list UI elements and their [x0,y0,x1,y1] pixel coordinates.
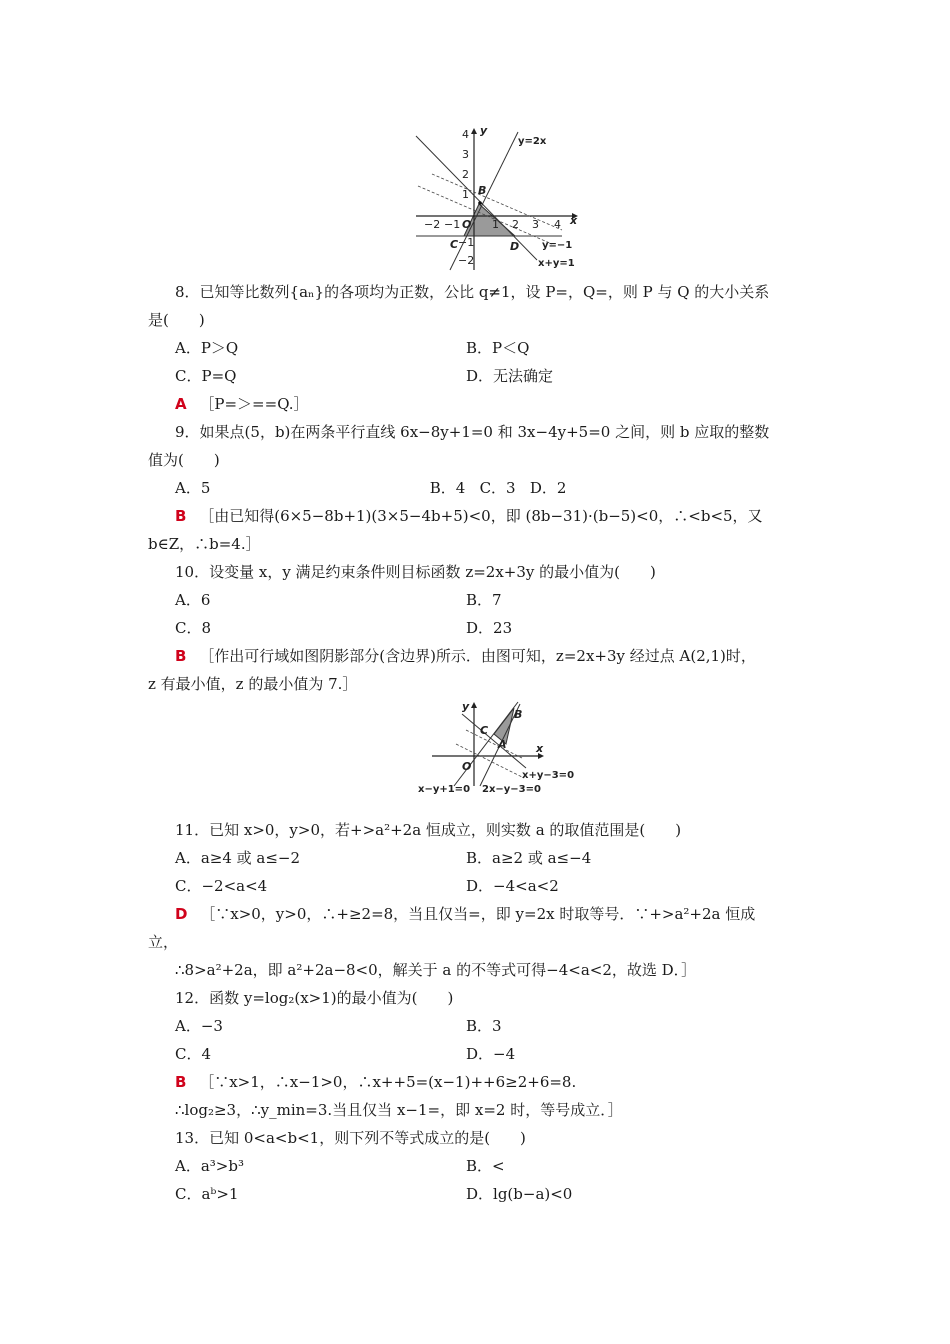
q12-option-b: B．3 [466,1017,502,1035]
q11-explanation-line1: ［∵x>0，y>0，∴+≥2=8，当且仅当=，即 y=2x 时取等号．∵+>a²+2a 恒成 [200,905,756,923]
tick-x-neg2: −2 [424,218,441,231]
q8-answer: A [175,395,187,413]
q13-option-d: D．lg(b−a)<0 [466,1185,573,1203]
label-2x-minus-y-minus-3: 2x−y−3=0 [482,784,541,795]
figure-1-feasible-region [412,124,590,272]
point-a-label: A [498,738,507,751]
q12-stem: 12．函数 y=log₂(x>1)的最小值为( ) [175,989,454,1007]
tick-y-3: 3 [462,148,469,161]
q8-stem-line2: 是( ) [148,311,205,329]
q11-explanation-line2: 立， [148,933,179,951]
tick-y-neg2: −2 [458,254,475,267]
q12-explanation-line1: ［∵x>1，∴x−1>0，∴x++5=(x−1)++6≥2+6=8. [199,1073,577,1091]
y-axis-arrow [471,702,477,708]
shaded-region [464,204,515,236]
q9-explanation-line2: b∈Z，∴b=4.］ [148,535,261,553]
q11-stem: 11．已知 x>0，y>0，若+>a²+2a 恒成立，则实数 a 的取值范围是( ) [175,821,682,839]
point-b-label: B [478,184,487,197]
q9-answer: B [175,507,187,525]
q13-option-c: C．aᵇ>1 [175,1185,239,1203]
q8-explanation: ［P=＞==Q.］ [199,395,309,413]
label-y-minus-1: y=−1 [542,240,573,251]
label-x-plus-y-1: x+y=1 [538,258,575,269]
q8-option-a: A．P＞Q [175,339,239,357]
q10-option-c: C．8 [175,619,212,637]
q9-options: A．5 B．4 C．3 D．2 [175,479,567,497]
line-y-2x [450,132,518,270]
q11-explanation-line3: ∴8>a²+2a，即 a²+2a−8<0，解关于 a 的不等式可得−4<a<2，故选 D．］ [175,961,697,979]
q13-stem: 13．已知 0<a<b<1，则下列不等式成立的是( ) [175,1129,526,1147]
q10-answer-line [175,646,756,666]
x-axis-label: x [570,214,578,227]
tick-x-2: 2 [512,218,519,231]
q12-answer: B [175,1073,187,1091]
q11-option-d: D．−4<a<2 [466,877,559,895]
q12-answer-line [175,1072,576,1092]
tick-y-neg1: −1 [458,236,475,249]
tick-y-4: 4 [462,128,469,141]
y-axis-label: y [480,124,488,137]
q9-stem-line1: 9．如果点(5，b)在两条平行直线 6x−8y+1=0 和 3x−4y+5=0 之间，则 b 应取的整数 [175,423,770,441]
point-b-dot [478,201,482,205]
q12-option-a: A．−3 [175,1017,223,1035]
tick-x-4: 4 [554,218,561,231]
tick-x-3: 3 [532,218,539,231]
origin-label: O [462,218,472,231]
q10-option-b: B．7 [466,591,502,609]
tick-y-1: 1 [462,188,469,201]
q12-option-d: D．−4 [466,1045,516,1063]
tick-x-neg1: −1 [444,218,461,231]
q8-answer-line [175,394,309,414]
line-x-plus-y-minus-3 [462,714,526,768]
label-x-minus-y-plus-1: x−y+1=0 [418,784,471,795]
q11-answer-line [175,904,755,924]
point-c-label: C [480,724,489,737]
q10-option-d: D．23 [466,619,513,637]
q13-option-b: B．< [466,1157,505,1175]
q13-option-a: A．a³>b³ [175,1157,244,1175]
q11-option-c: C．−2<a<4 [175,877,268,895]
q10-explanation-line1: ［作出可行域如图阴影部分(含边界)所示．由图可知，z=2x+3y 经过点 A(2,1)时， [199,647,756,665]
q11-option-a: A．a≥4 或 a≤−2 [175,849,301,867]
q8-option-b: B．P＜Q [466,339,530,357]
q11-option-b: B．a≥2 或 a≤−4 [466,849,592,867]
q9-answer-line [175,506,763,526]
q10-stem: 10．设变量 x，y 满足约束条件则目标函数 z=2x+3y 的最小值为( ) [175,563,656,581]
point-b-label: B [514,708,523,721]
q8-option-d: D．无法确定 [466,367,554,385]
point-d-label: D [510,240,520,253]
q10-answer: B [175,647,187,665]
q8-stem-line1: 8．已知等比数列{aₙ}的各项均为正数，公比 q≠1，设 P=，Q=，则 P 与 Q 的大小关系 [175,283,770,301]
origin-label: O [462,760,472,773]
y-axis-label: y [462,700,470,713]
y-axis-arrow [471,128,477,134]
q10-option-a: A．6 [175,591,211,609]
q12-explanation-line2: ∴log₂≥3，∴y_min=3.当且仅当 x−1=，即 x=2 时，等号成立．］ [175,1101,623,1119]
q9-explanation-line1: ［由已知得(6×5−8b+1)(3×5−4b+5)<0，即 (8b−31)·(b−5)<0，∴<b<5，又 [199,507,763,525]
tick-y-2: 2 [462,168,469,181]
q12-option-c: C．4 [175,1045,212,1063]
q10-explanation-line2: z 有最小值，z 的最小值为 7.］ [148,675,358,693]
point-c-label: C [450,238,459,251]
q8-option-c: C．P=Q [175,367,237,385]
q11-answer: D [175,905,188,923]
label-x-plus-y-minus-3: x+y−3=0 [522,770,575,781]
q9-stem-line2: 值为( ) [148,451,220,469]
label-y-2x: y=2x [518,136,547,147]
tick-x-1: 1 [492,218,499,231]
figure-2-feasible-region [418,700,582,800]
x-axis-label: x [536,742,544,755]
